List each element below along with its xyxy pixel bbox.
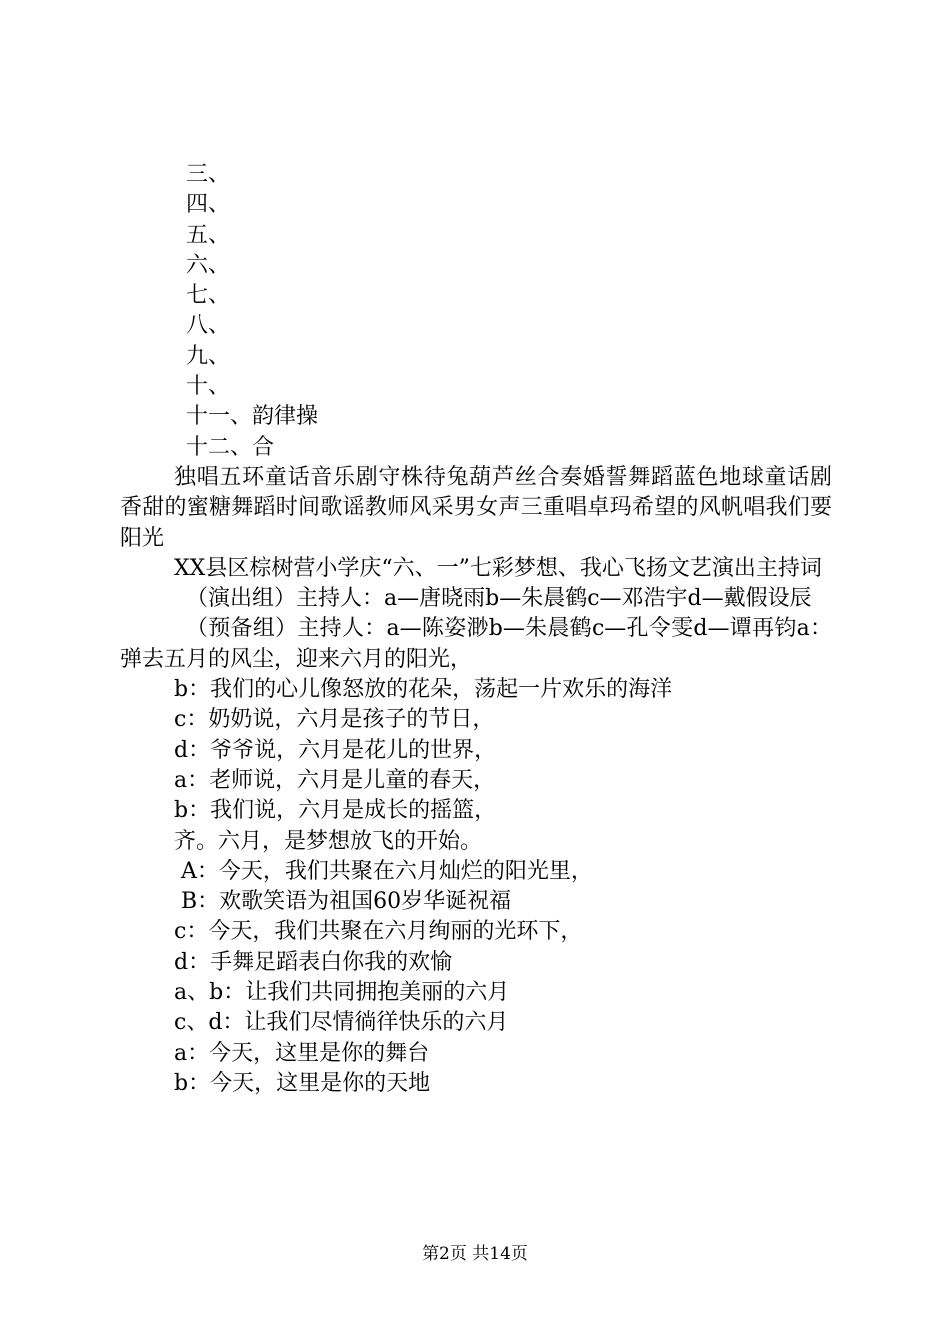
- hosts-performance-group: （演出组）主持人：a—唐晓雨b—朱晨鹤c—邓浩宇d—戴假设辰: [186, 586, 812, 612]
- document-body: [120, 160, 832, 1099]
- script-line: A：今天，我们共聚在六月灿烂的阳光里，: [174, 858, 593, 884]
- page-number-label: 第2页 共14页: [422, 1244, 528, 1264]
- script-line: 齐。六月，是梦想放飞的开始。: [174, 828, 483, 854]
- script-line: c：奶奶说，六月是孩子的节日，: [174, 707, 495, 733]
- document-heading: XX县区棕树营小学庆“六、一”七彩梦想、我心飞扬文艺演出主持词: [174, 555, 822, 581]
- hosts-reserve-group: （预备组）主持人：a—陈姿渺b—朱晨鹤c—孔令雯d—谭再钧a：弹去五月的风尘，迎来六月的阳光，: [120, 616, 832, 672]
- script-line: b：我们的心儿像怒放的花朵，荡起一片欢乐的海洋: [174, 677, 673, 703]
- program-item-8: 八、: [186, 313, 231, 339]
- script-line: a、b：让我们共同拥抱美丽的六月: [174, 980, 510, 1006]
- script-line: a：老师说，六月是儿童的春天，: [174, 767, 496, 793]
- script-line: d：爷爷说，六月是花儿的世界，: [174, 737, 497, 763]
- program-item-9: 九、: [186, 343, 231, 369]
- script-line: B：欢歌笑语为祖国60岁华诞祝福: [174, 889, 512, 915]
- script-line: a：今天，这里是你的舞台: [174, 1040, 430, 1066]
- program-item-11: 十一、韵律操: [186, 404, 319, 430]
- script-line: c、d：让我们尽情徜徉快乐的六月: [174, 1010, 509, 1036]
- script-line: c：今天，我们共聚在六月绚丽的光环下，: [174, 919, 583, 945]
- script-line: b：今天，这里是你的天地: [174, 1070, 431, 1096]
- program-item-6: 六、: [186, 252, 231, 278]
- program-item-3: 三、: [186, 162, 231, 187]
- program-item-12: 十二、合: [186, 434, 275, 460]
- program-item-4: 四、: [186, 192, 231, 218]
- program-item-10: 十、: [186, 374, 231, 400]
- program-item-7: 七、: [186, 283, 231, 309]
- program-item-5: 五、: [186, 222, 231, 248]
- page-footer: [0, 1242, 950, 1266]
- script-line: d：手舞足蹈表白你我的欢愉: [174, 949, 453, 975]
- program-list-paragraph: 独唱五环童话音乐剧守株待兔葫芦丝合奏婚誓舞蹈蓝色地球童话剧香甜的蜜糖舞蹈时间歌谣教师风采男女声三重唱卓玛希望的风帆唱我们要阳光: [120, 464, 832, 551]
- script-line: b：我们说，六月是成长的摇篮，: [174, 798, 497, 824]
